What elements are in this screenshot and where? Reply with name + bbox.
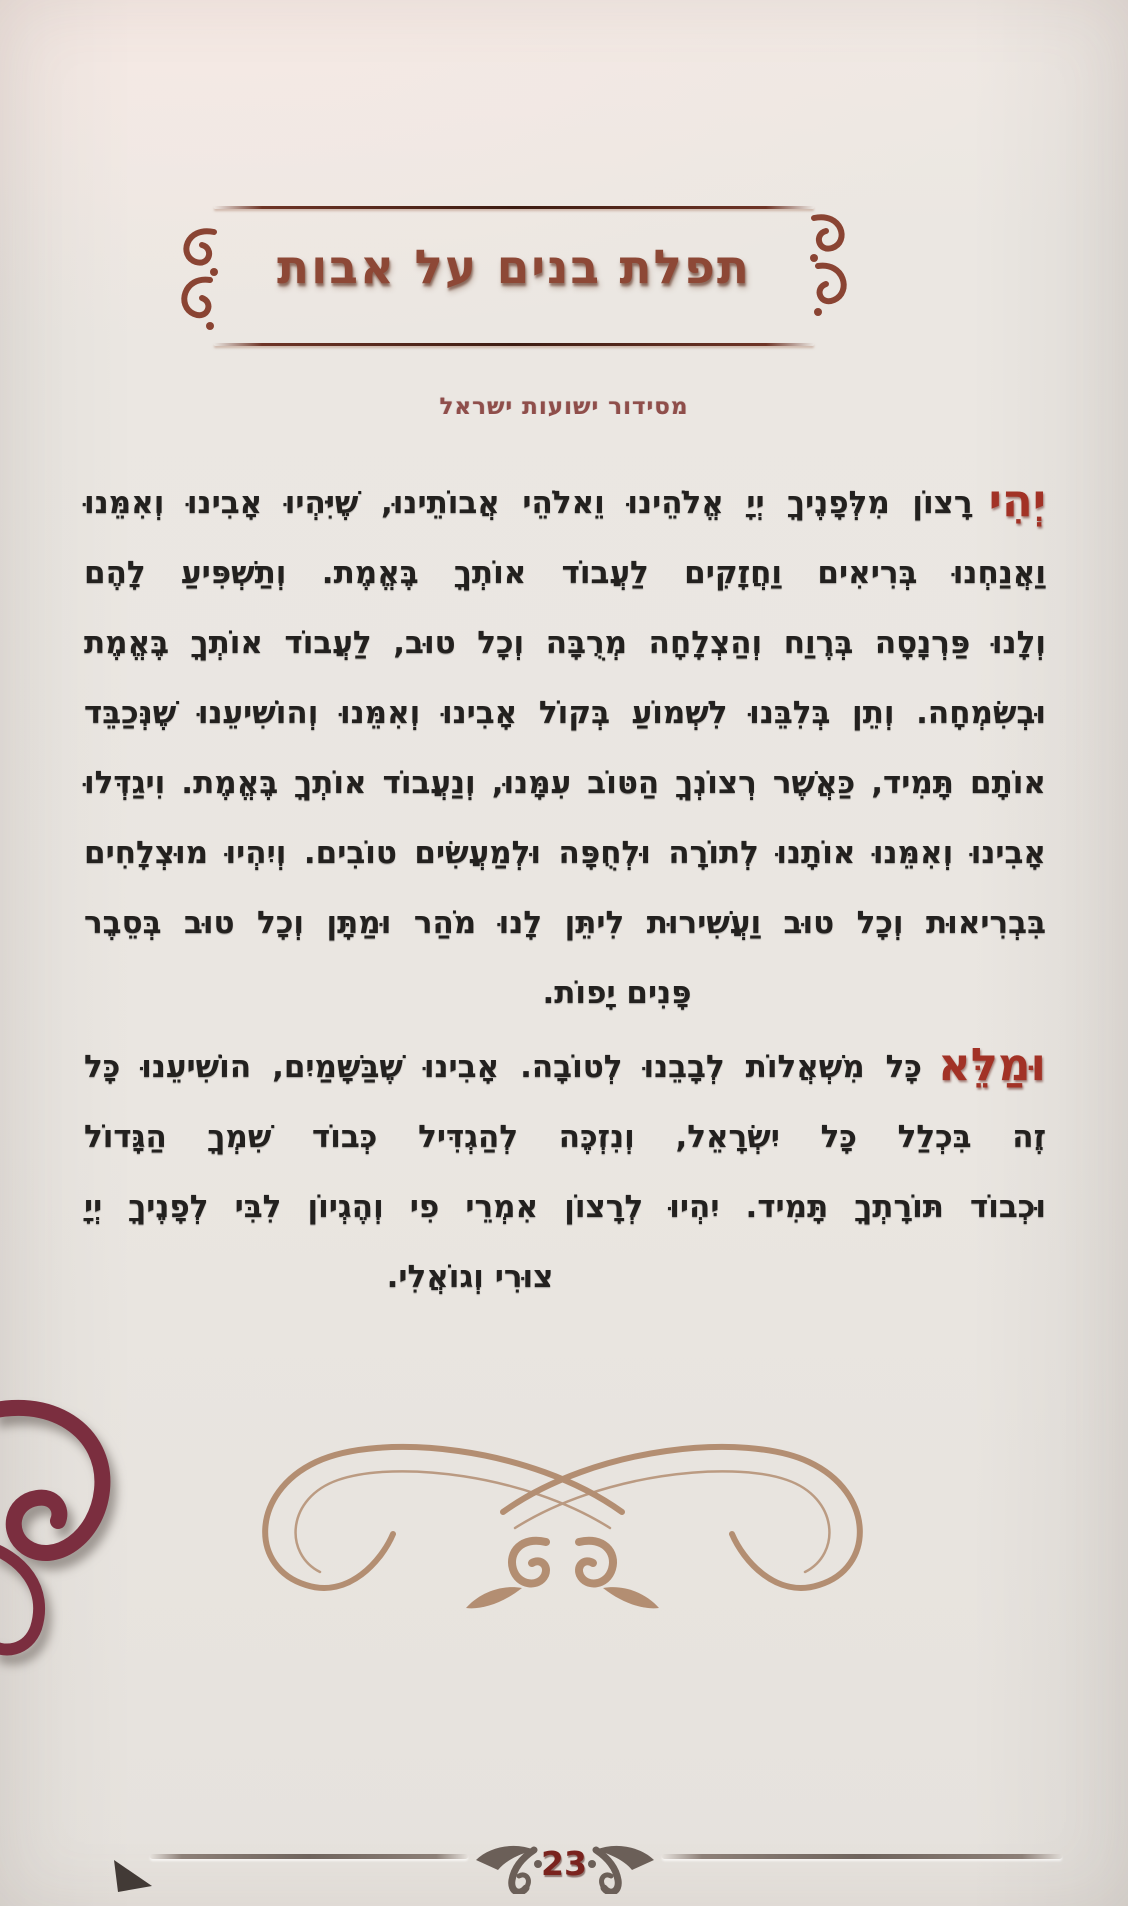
page-footer (0, 1836, 1128, 1900)
text-line: בִּבְרִיאוּת וְכָל טוּב וַעֲשִׁירוּת לִיתֵּן לָנוּ מֹהַר וּמַתָּן וְכָל טוּב בְּסֵבֶר (84, 905, 1046, 941)
text-line: פָּנִים יָפוֹת. (542, 975, 692, 1011)
text-line: כָּל מִשְׁאֲלוֹת לְבָבֵנוּ לְטוֹבָה. אָבִינוּ שֶׁבַּשָּׁמַיִם, הוֹשִׁיעֵנוּ כָּל (84, 1049, 922, 1085)
text-line: וּבְשִׂמְחָה. וְתֵן בְּלִבֵּנוּ לִשְׁמוֹעַ בְּקוֹל אָבִינוּ וְאִמֵּנוּ וְהוֹשִׁיעֵנוּ שֶׁנְּכַבֵּד (84, 695, 1046, 731)
drop-word: יְהִי (988, 474, 1046, 527)
leaf-scroll-icon (584, 1842, 656, 1894)
text-line: וּכְבוֹד תּוֹרָתְךָ תָּמִיד. יִהְיוּ לְרָצוֹן אִמְרֵי פִי וְהֶגְיוֹן לִבִּי לְפָנֶיךָ יְיָ (84, 1189, 1046, 1225)
prayer-text (84, 468, 1046, 1312)
text-line: וַאֲנַחְנוּ בְּרִיאִים וַחֲזָקִים לַעֲבוֹד אוֹתְךָ בֶּאֱמֶת. וְתַשְׁפִּיעַ לָהֶם (84, 555, 1046, 591)
text-line: אוֹתָם תָּמִיד, כַּאֲשֶׁר רְצוֹנְךָ הַטּוֹב עִמָּנוּ, וְנַעֲבוֹד אוֹתְךָ בֶּאֱמֶת. וִיגַדְּלוּ (84, 765, 1046, 801)
corner-flourish-icon (0, 1386, 147, 1656)
text-line: וְלָנוּ פַּרְנָסָה בְּרֶוַח וְהַצְלָחָה מְרֻבָּה וְכָל טוּב, לַעֲבוֹד אוֹתְךָ בֶּאֱמֶת (84, 625, 1046, 661)
title-frame (214, 206, 814, 346)
text-line: צוּרִי וְגוֹאֲלִי. (386, 1259, 554, 1295)
calligraphic-flourish-icon (230, 1432, 895, 1647)
paragraph-1 (84, 468, 1046, 1028)
footer-rule-right (662, 1854, 1062, 1859)
drop-word: וּמַלֵּא (938, 1038, 1046, 1091)
paragraph-1-first-line (84, 468, 1046, 538)
page-title: תפלת בנים על אבות (276, 240, 752, 295)
leaf-scroll-icon (474, 1842, 546, 1894)
source-subtitle: מסידור ישועות ישראל (439, 394, 689, 420)
title-frame-rule-bottom (214, 343, 814, 346)
text-line: אָבִינוּ וְאִמֵּנוּ אוֹתָנוּ לְתוֹרָה וּלְחֻפָּה וּלְמַעֲשִׂים טוֹבִים. וְיִהְיוּ מוּצְלָחִים (84, 835, 1046, 871)
paragraph-2-first-line (84, 1032, 1046, 1102)
text-line: רָצוֹן מִלְּפָנֶיךָ יְיָ אֱלֹהֵינוּ וֵאלֹהֵי אֲבוֹתֵינוּ, שֶׁיִּהְיוּ אָבִינוּ וְאִמֵּנוּ (84, 485, 973, 521)
paragraph-2 (84, 1032, 1046, 1312)
text-line: זֶה בִּכְלַל כָּל יִשְׂרָאֵל, וְנִזְכֶּה לְהַגְדִּיל כְּבוֹד שִׁמְךָ הַגָּדוֹל (84, 1119, 1046, 1155)
title-frame-rule-top (214, 206, 814, 209)
page-number: 23 (541, 1844, 587, 1883)
footer-rule-left (150, 1854, 468, 1859)
